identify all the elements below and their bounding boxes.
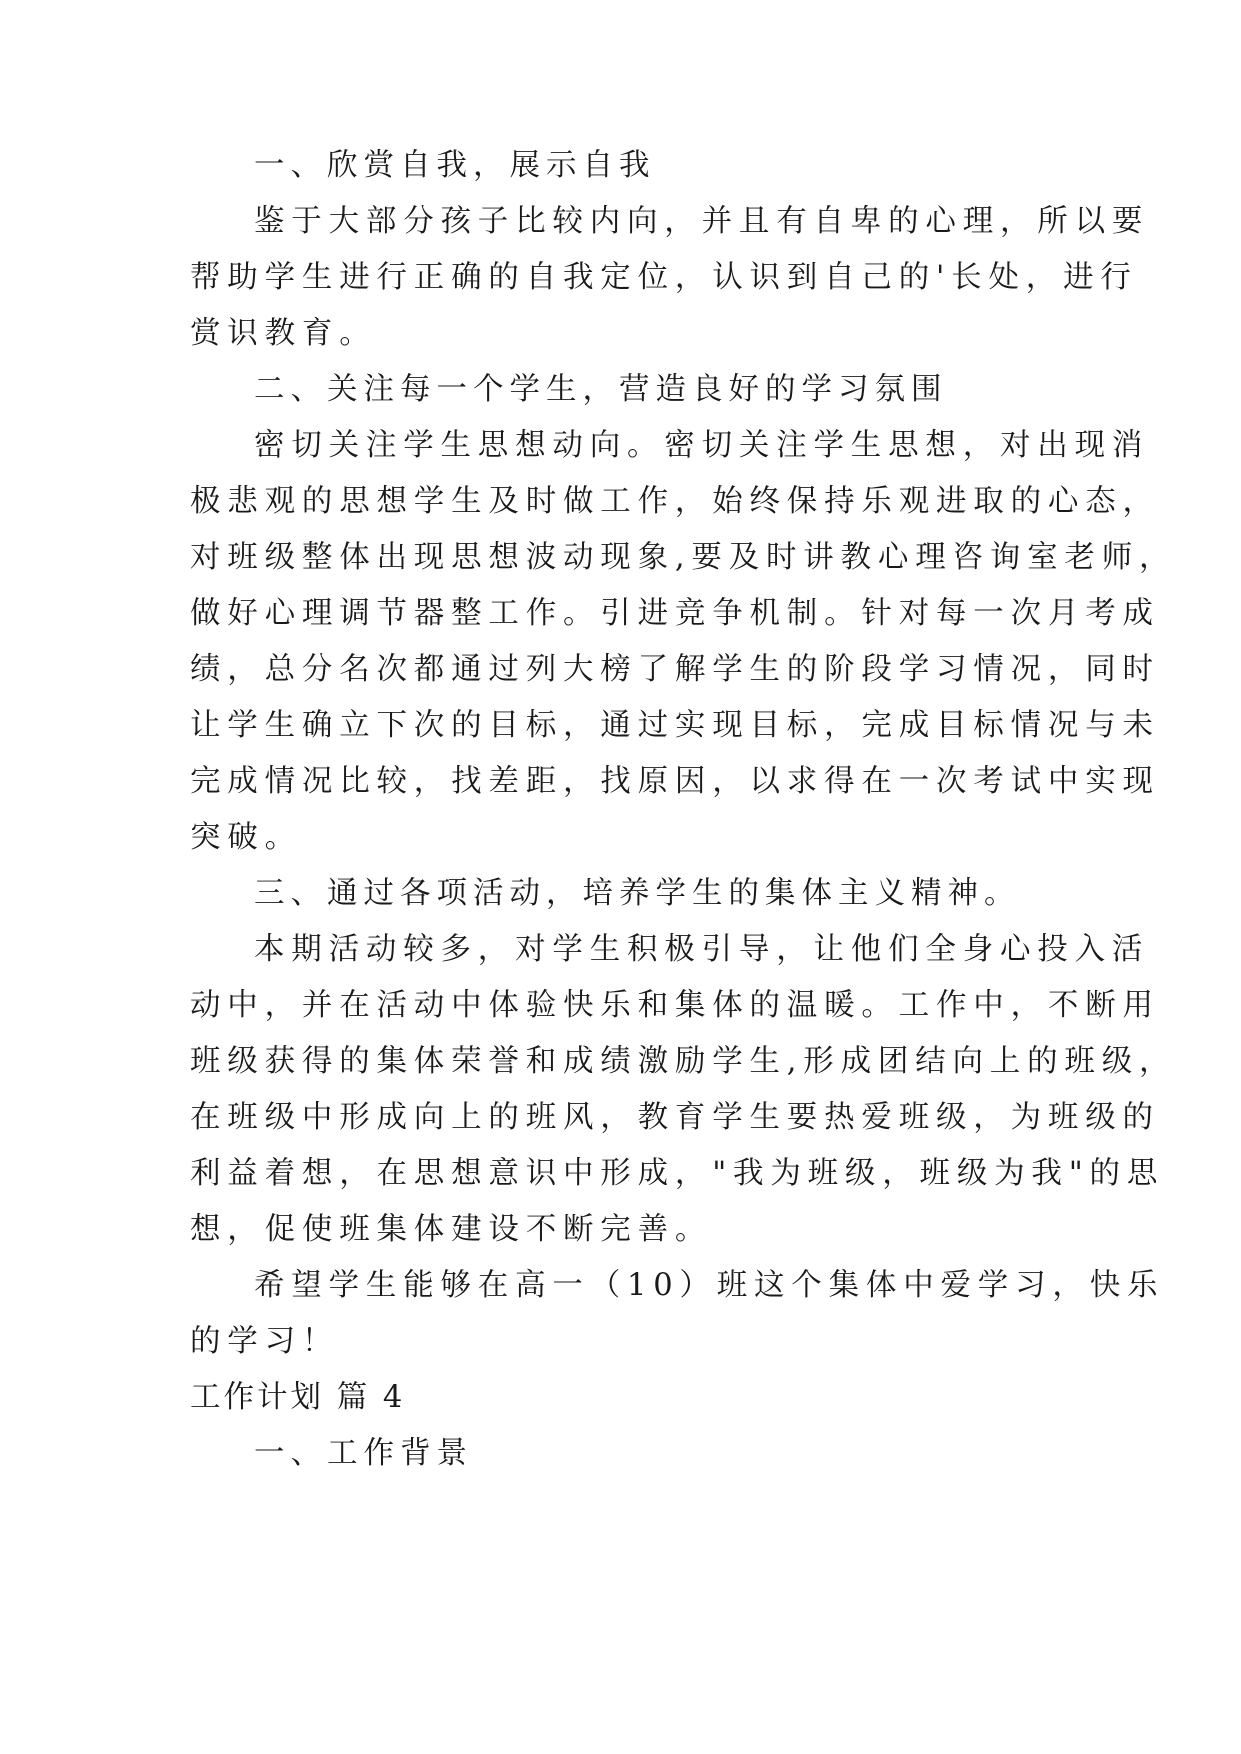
- paragraph-line: 的学习！: [190, 1324, 340, 1359]
- paragraph-line: 利益着想，在思想意识中形成，"我为班级，班级为我"的思: [190, 1156, 1165, 1191]
- paragraph-line: 动中，并在活动中体验快乐和集体的温暖。工作中，不断用: [190, 988, 1160, 1023]
- paragraph-line: 希望学生能够在高一（10）班这个集体中爱学习，快乐: [254, 1268, 1165, 1303]
- paragraph-line: 绩，总分名次都通过列大榜了解学生的阶段学习情况，同时: [190, 652, 1160, 687]
- paragraph-line: 赏识教育。: [190, 316, 377, 351]
- paragraph-line: 突破。: [190, 820, 302, 855]
- paragraph-line: 做好心理调节器整工作。引进竞争机制。针对每一次月考成: [190, 596, 1160, 631]
- paragraph-line: 鉴于大部分孩子比较内向，并且有自卑的心理，所以要: [254, 204, 1150, 239]
- paragraph-line: 让学生确立下次的目标，通过实现目标，完成目标情况与未: [190, 708, 1160, 743]
- paragraph-line: 密切关注学生思想动向。密切关注学生思想，对出现消: [254, 428, 1150, 463]
- paragraph-line: 完成情况比较，找差距，找原因，以求得在一次考试中实现: [190, 764, 1160, 799]
- section-heading-3: 三、通过各项活动，培养学生的集体主义精神。: [254, 876, 1021, 911]
- section-heading-4: 一、工作背景: [254, 1436, 473, 1471]
- paragraph-line: 本期活动较多，对学生积极引导，让他们全身心投入活: [254, 932, 1150, 967]
- document-section-title: 工作计划 篇 4: [190, 1380, 406, 1415]
- paragraph-line: 极悲观的思想学生及时做工作，始终保持乐观进取的心态，: [190, 484, 1160, 519]
- paragraph-line: 对班级整体出现思想波动现象,要及时讲教心理咨询室老师，: [190, 540, 1177, 575]
- paragraph-line: 帮助学生进行正确的自我定位，认识到自己的'长处，进行: [190, 260, 1138, 295]
- section-heading-1: 一、欣赏自我，展示自我: [254, 148, 656, 183]
- paragraph-line: 班级获得的集体荣誉和成绩激励学生,形成团结向上的班级，: [190, 1044, 1177, 1079]
- paragraph-line: 想，促使班集体建设不断完善。: [190, 1212, 713, 1247]
- paragraph-line: 在班级中形成向上的班风，教育学生要热爱班级，为班级的: [190, 1100, 1160, 1135]
- section-heading-2: 二、关注每一个学生，营造良好的学习氛围: [254, 372, 948, 407]
